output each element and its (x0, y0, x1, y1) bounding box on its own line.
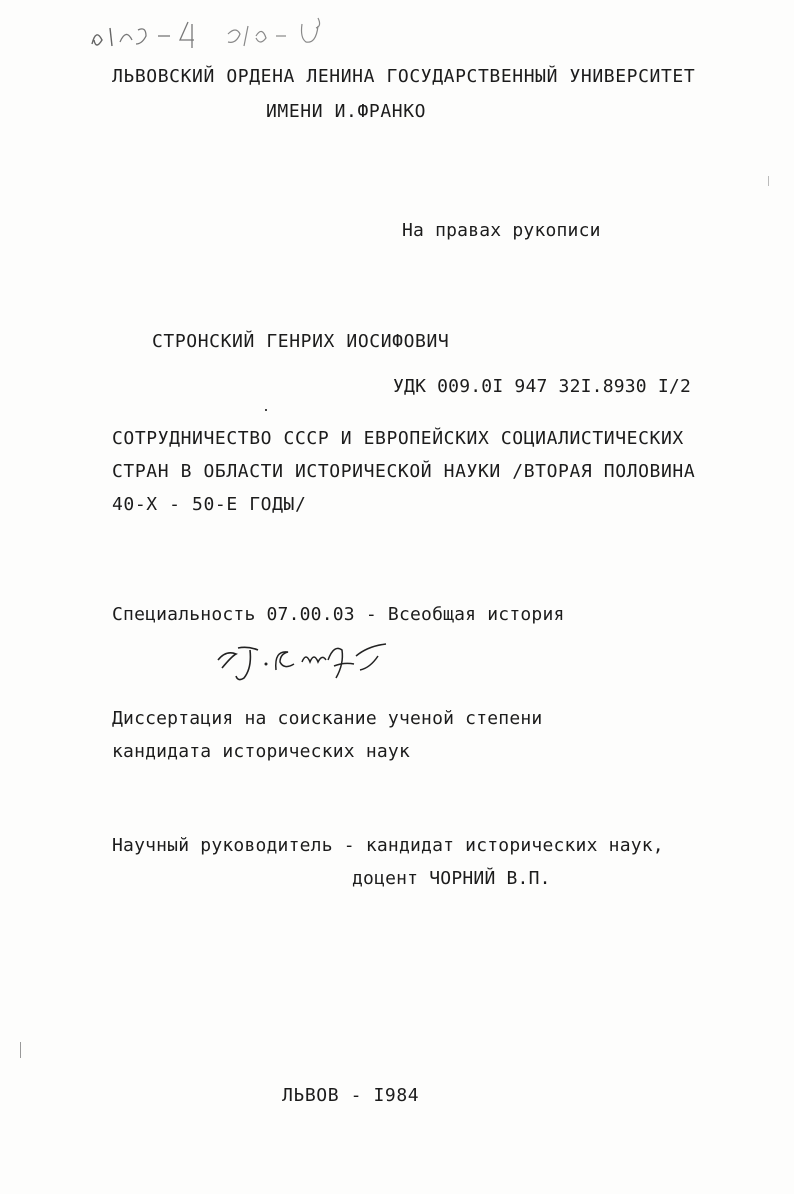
university-name-line1: ЛЬВОВСКИЙ ОРДЕНА ЛЕНИНА ГОСУДАРСТВЕННЫЙ УНИВЕРСИТЕТ (112, 66, 696, 87)
dissertation-purpose-line1: Диссертация на соискание ученой степени (112, 708, 543, 729)
handwritten-signature (210, 630, 400, 694)
scan-speck (768, 176, 769, 186)
supervisor-line2: доцент ЧОРНИЙ В.П. (352, 868, 551, 889)
handwritten-archive-mark (88, 14, 348, 54)
specialty-line: Специальность 07.00.03 - Всеобщая история (112, 604, 565, 625)
university-name-line2: ИМЕНИ И.ФРАНКО (266, 101, 427, 122)
supervisor-line1: Научный руководитель - кандидат исторических наук, (112, 835, 664, 856)
dissertation-title-line1: СОТРУДНИЧЕСТВО СССР И ЕВРОПЕЙСКИХ СОЦИАЛИСТИЧЕСКИХ (112, 428, 684, 449)
dissertation-purpose-line2: кандидата исторических наук (112, 741, 410, 762)
scan-speck (20, 1042, 21, 1058)
udk-code: УДК 009.0I 947 32I.8930 I/2 (393, 376, 691, 397)
dissertation-title-line3: 40-Х - 50-Е ГОДЫ/ (112, 494, 307, 515)
city-and-year: ЛЬВОВ - I984 (282, 1085, 420, 1106)
scan-speck (265, 409, 267, 411)
manuscript-rights-note: На правах рукописи (402, 220, 601, 241)
author-name: СТРОНСКИЙ ГЕНРИХ ИОСИФОВИЧ (152, 331, 450, 352)
dissertation-title-line2: СТРАН В ОБЛАСТИ ИСТОРИЧЕСКОЙ НАУКИ /ВТОРАЯ ПОЛОВИНА (112, 461, 696, 482)
